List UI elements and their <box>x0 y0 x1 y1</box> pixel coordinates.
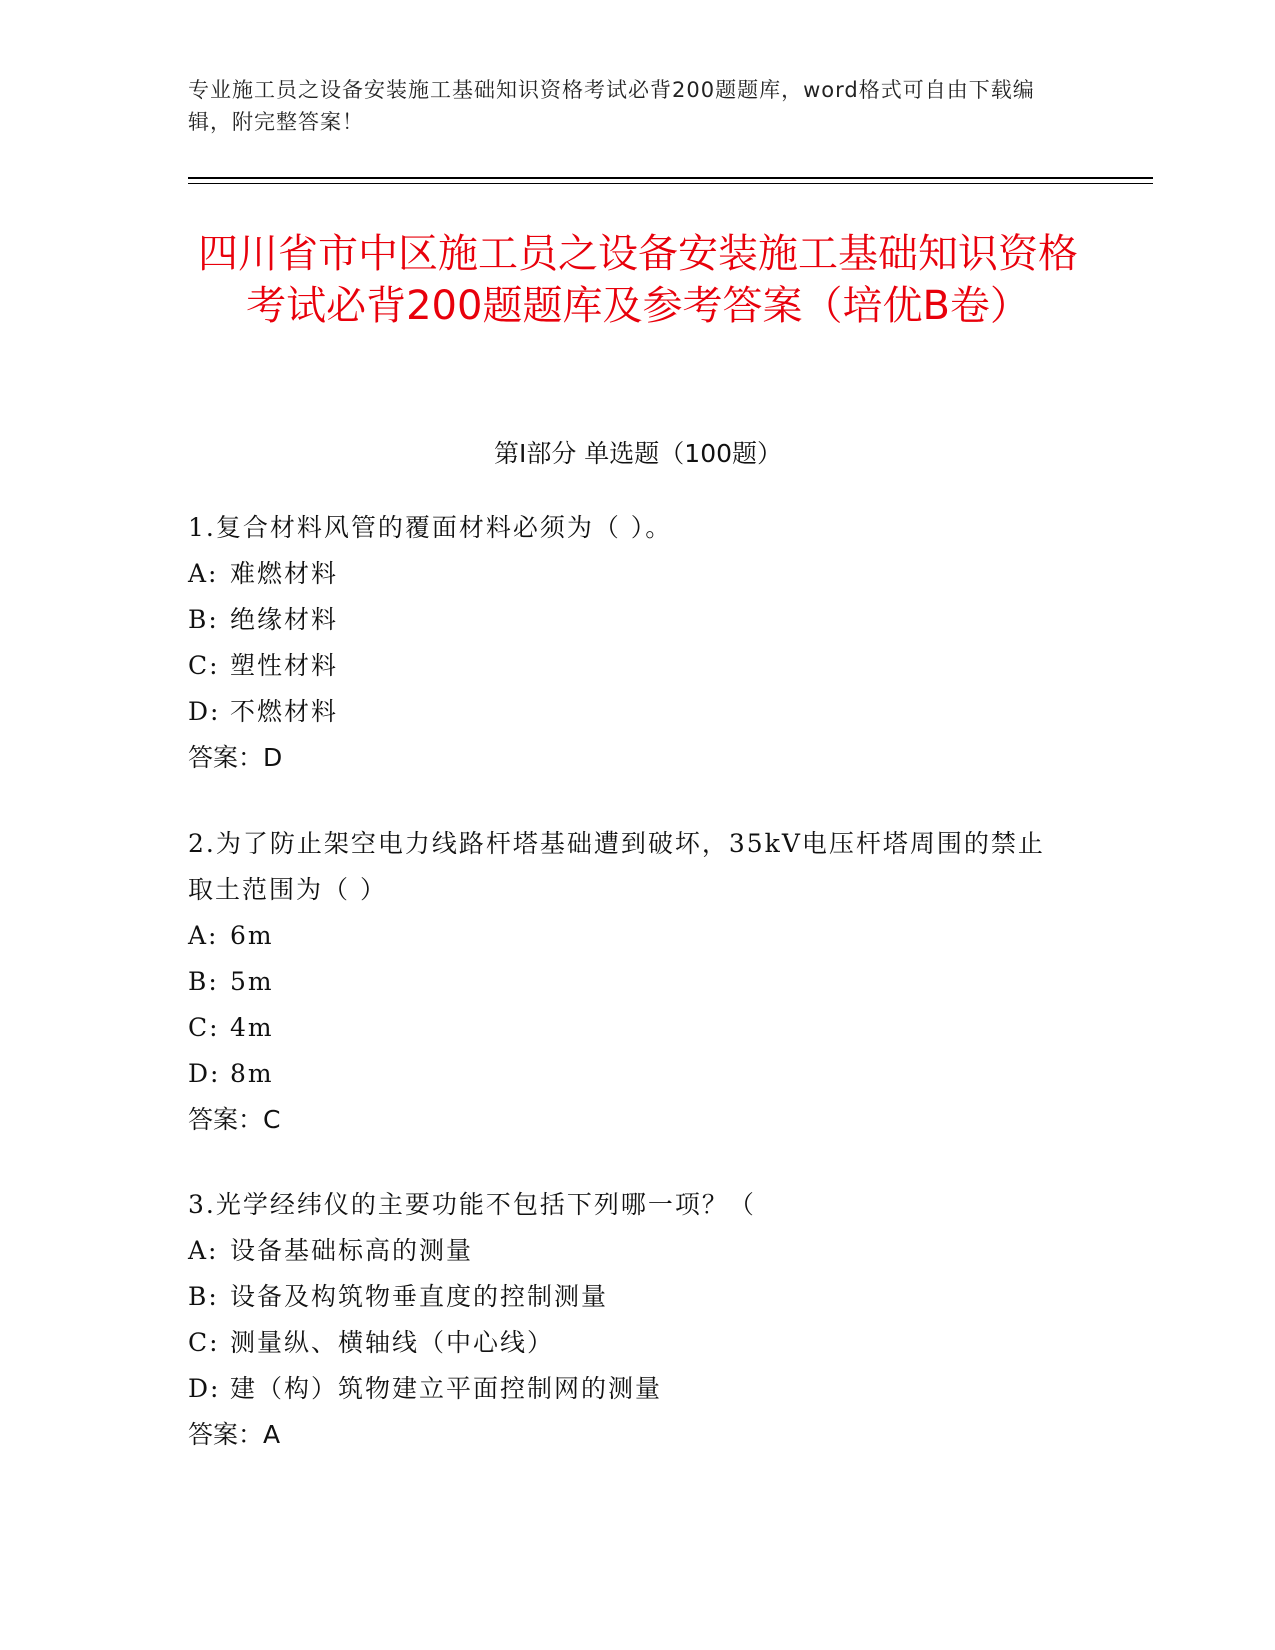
question-item <box>188 505 1068 781</box>
option-d <box>188 1366 1068 1412</box>
option-a <box>188 1228 1068 1274</box>
option-text: 不燃材料 <box>230 697 339 726</box>
option-letter: C: <box>188 1328 220 1357</box>
option-text: 4m <box>230 1013 274 1042</box>
option-text: 设备基础标高的测量 <box>230 1236 474 1265</box>
option-letter: B: <box>188 967 219 996</box>
option-text: 建（构）筑物建立平面控制网的测量 <box>230 1374 663 1403</box>
option-letter: D: <box>188 697 221 726</box>
answer-line: 答案：D <box>188 743 283 772</box>
option-letter: C: <box>188 651 220 680</box>
header-divider <box>188 177 1153 179</box>
option-c <box>188 1005 1068 1051</box>
section-heading: 第I部分 单选题（100题） <box>493 439 783 468</box>
option-text: 设备及构筑物垂直度的控制测量 <box>230 1282 609 1311</box>
header-divider-thin <box>188 183 1153 184</box>
option-letter: D: <box>188 1059 221 1088</box>
option-letter: D: <box>188 1374 221 1403</box>
option-a <box>188 551 1068 597</box>
option-text: 绝缘材料 <box>230 605 339 634</box>
question-stem: 1.复合材料风管的覆面材料必须为（ ）。 <box>188 513 673 542</box>
option-text: 测量纵、横轴线（中心线） <box>230 1328 555 1357</box>
answer-line: 答案：A <box>188 1420 281 1449</box>
option-text: 6m <box>230 921 274 950</box>
question-stem: 2.为了防止架空电力线路杆塔基础遭到破坏，35kV电压杆塔周围的禁止取土范围为（ ） <box>188 829 1045 904</box>
option-b <box>188 597 1068 643</box>
option-letter: B: <box>188 605 219 634</box>
question-item <box>188 821 1068 1143</box>
option-text: 塑性材料 <box>230 651 339 680</box>
option-b <box>188 959 1068 1005</box>
option-letter: A: <box>188 1236 219 1265</box>
option-text: 8m <box>230 1059 274 1088</box>
document-title: 四川省市中区施工员之设备安装施工基础知识资格考试必背200题题库及参考答案（培优B卷） <box>198 231 1078 329</box>
option-text: 5m <box>230 967 274 996</box>
option-c <box>188 1320 1068 1366</box>
answer-line: 答案：C <box>188 1105 281 1134</box>
option-letter: A: <box>188 559 219 588</box>
header-note: 专业施工员之设备安装施工基础知识资格考试必背200题题库，word格式可自由下载编辑，附完整答案！ <box>188 78 1035 134</box>
option-text: 难燃材料 <box>230 559 339 588</box>
option-d <box>188 1051 1068 1097</box>
option-letter: B: <box>188 1282 219 1311</box>
question-stem: 3.光学经纬仪的主要功能不包括下列哪一项？（ <box>188 1190 756 1219</box>
option-c <box>188 643 1068 689</box>
option-b <box>188 1274 1068 1320</box>
option-letter: C: <box>188 1013 220 1042</box>
option-letter: A: <box>188 921 219 950</box>
option-d <box>188 689 1068 735</box>
question-item <box>188 1182 1068 1458</box>
option-a <box>188 913 1068 959</box>
